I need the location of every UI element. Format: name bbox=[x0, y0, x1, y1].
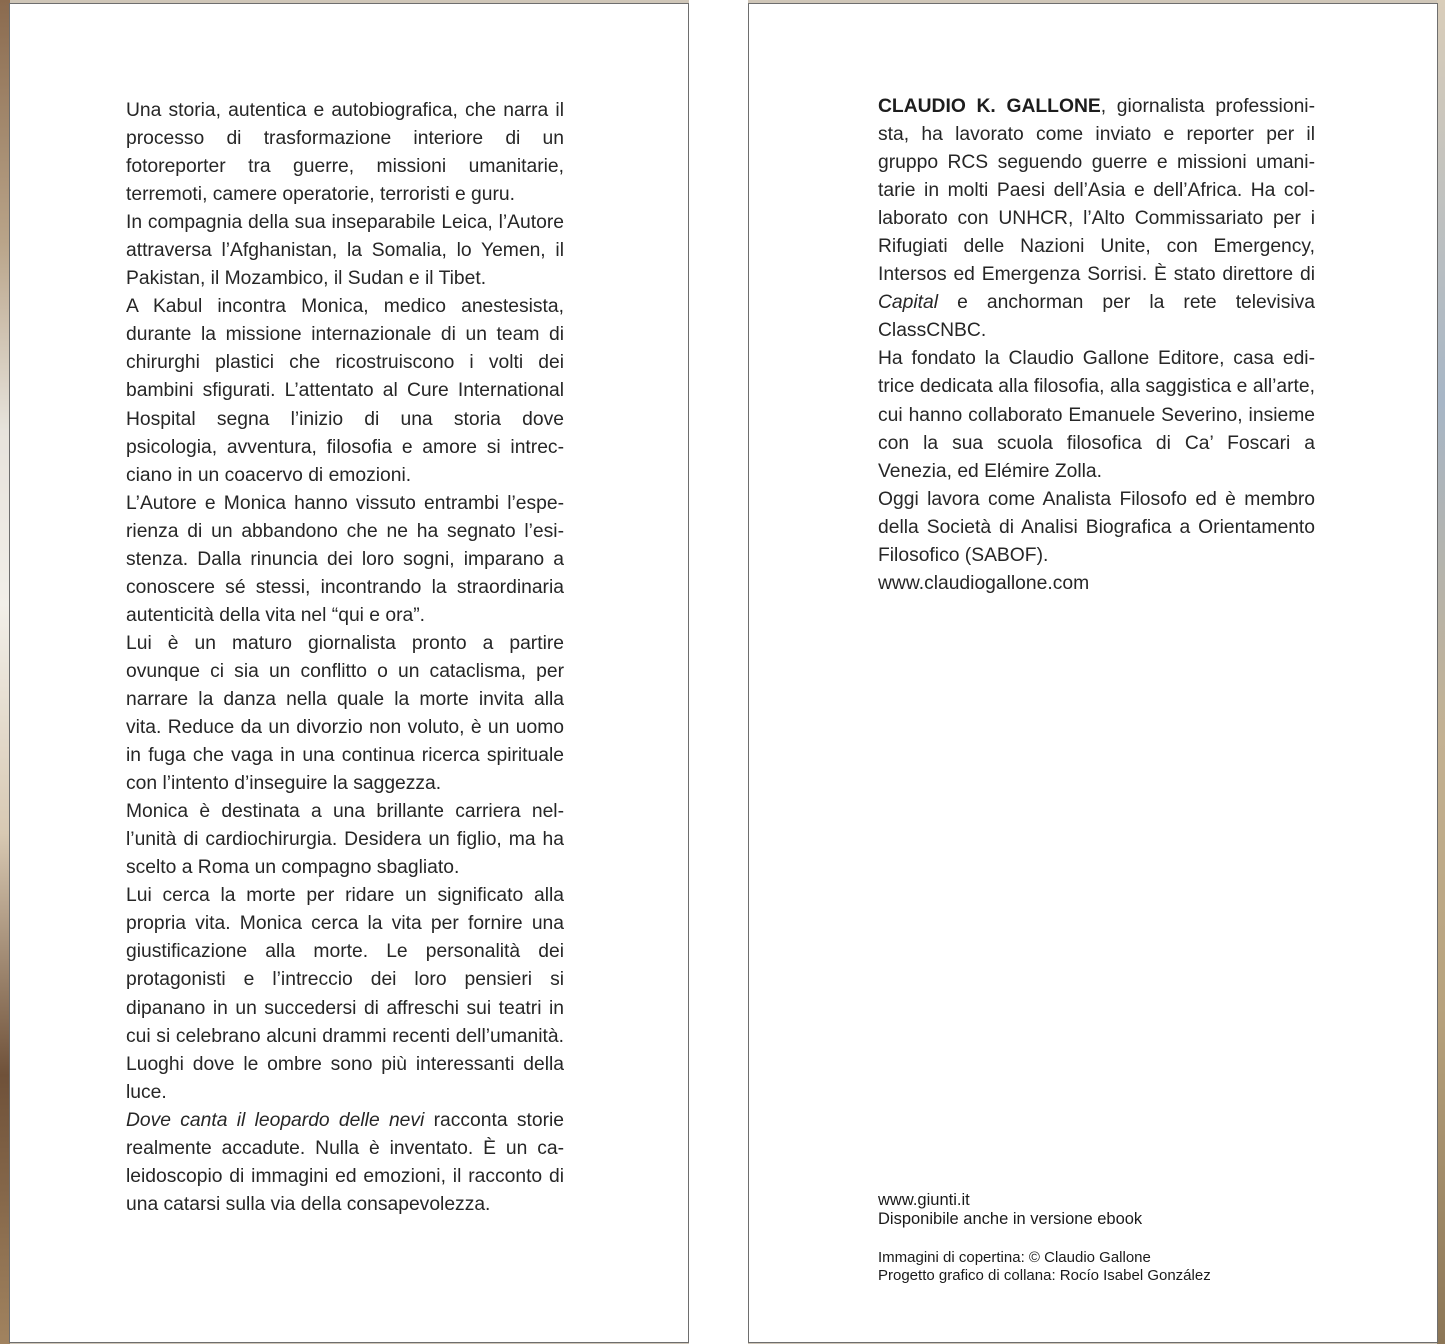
synopsis-paragraph: Lui è un maturo giornalista pronto a partire ovunque ci sia un conflitto o un cataclisma, per narrare la danza nella quale la morte invita alla vita. Reduce da un divorzio non voluto, è un uomo in fuga che vaga in una continua ricerca spirituale con l’intento d’inseguire la saggezza. bbox=[126, 632, 564, 795]
back-flap-left-page bbox=[9, 3, 689, 1343]
synopsis-closing-text: racconta storie realmente accadute. Nulla è inventato. È un caleidoscopio di immagini ed emozioni, il racconto di una catarsi sulla via della consapevolezza. bbox=[126, 1109, 564, 1215]
synopsis-paragraph: A Kabul incontra Monica, medico anestesista, durante la missione internazionale di un team di chirurghi plastici che ricostruiscono i volti dei bambini sfigurati. L’attentato al Cure International Hospital segna l’inizio di una storia dove psicologia, avventura, filosofia e amore si intrecciano in un coacervo di emozioni. bbox=[126, 296, 564, 486]
bio-paragraph: Ha fondato la Claudio Gallone Editore, casa editrice dedicata alla filosofia, alla saggistica e all’arte, cui hanno collaborato Emanuele Severino, insieme con la sua scuola filosofica di Ca’ Foscari a Venezia, ed Elémire Zolla. bbox=[878, 348, 1315, 482]
publisher-website: www.giunti.it bbox=[878, 1191, 970, 1209]
author-website: www.claudiogallone.com bbox=[878, 572, 1090, 594]
back-flap-right-page bbox=[748, 3, 1438, 1343]
synopsis-paragraph: Monica è destinata a una brillante carriera nell’unità di cardiochirurgia. Desidera un figlio, ma ha scelto a Roma un compagno sbagliato. bbox=[126, 801, 564, 879]
ebook-availability: Disponibile anche in versione ebook bbox=[878, 1210, 1143, 1228]
series-design-credit: Progetto grafico di collana: Rocío Isabel González bbox=[878, 1267, 1211, 1284]
cover-photo-edge-right bbox=[1437, 0, 1445, 1344]
synopsis-paragraph: Lui cerca la morte per ridare un significato alla propria vita. Monica cerca la vita per fornire una giustificazione alla morte. Le personalità dei protagonisti e l’intreccio dei loro pensieri si dipanano in un succedersi di affreschi sui teatri in cui si celebrano alcuni drammi recenti dell’umanità. Luoghi dove le ombre sono più interessanti della luce. bbox=[126, 885, 564, 1103]
synopsis-paragraph: L’Autore e Monica hanno vissuto entrambi l’esperienza di un abbandono che ne ha segnato l’esistenza. Dalla rinuncia dei loro sogni, imparano a conoscere sé stessi, incontrando la straordinaria autenticità della vita nel “qui e ora”. bbox=[126, 492, 564, 626]
bio-paragraph bbox=[878, 93, 1315, 345]
design-credits bbox=[878, 1249, 1211, 1285]
author-biography bbox=[878, 93, 1315, 598]
book-title: Dove canta il leopardo delle nevi bbox=[126, 1109, 425, 1131]
cover-image-credit: Immagini di copertina: © Claudio Gallone bbox=[878, 1249, 1151, 1266]
author-name: CLAUDIO K. GALLONE bbox=[878, 96, 1101, 117]
synopsis-paragraph: In compagnia della sua inseparabile Leica, l’Autore attraversa l’Afghanistan, la Somalia, lo Yemen, il Pakistan, il Mozambico, il Sudan e il Tibet. bbox=[126, 212, 564, 290]
publisher-info bbox=[878, 1191, 1142, 1229]
synopsis-paragraph: Una storia, autentica e autobiografica, che narra il processo di trasformazione interiore di un fotoreporter tra guerre, missioni umanitarie, terremoti, camere operatorie, terroristi e guru. bbox=[126, 100, 564, 206]
magazine-title: Capital bbox=[878, 292, 939, 314]
synopsis-closing-paragraph bbox=[126, 1107, 564, 1219]
bio-paragraph: Oggi lavora come Analista Filosofo ed è membro della Società di Analisi Biografica a Orientamento Filosofico (SABOF). bbox=[878, 488, 1315, 566]
book-synopsis bbox=[126, 97, 564, 1219]
bio-text: e anchorman per la rete televisiva ClassCNBC. bbox=[878, 292, 1315, 342]
spine-gap bbox=[689, 0, 748, 1344]
bio-text: , giornalista professionista, ha lavorato come inviato e reporter per il gruppo RCS seguendo guerre e missioni umanitarie in molti Paesi dell’Asia e dell’Africa. Ha collaborato con UNHCR, l’Alto Commissariato per i Rifugiati delle Nazioni Unite, con Emergency, Intersos ed Emergenza Sorrisi. È stato direttore di bbox=[878, 96, 1315, 286]
